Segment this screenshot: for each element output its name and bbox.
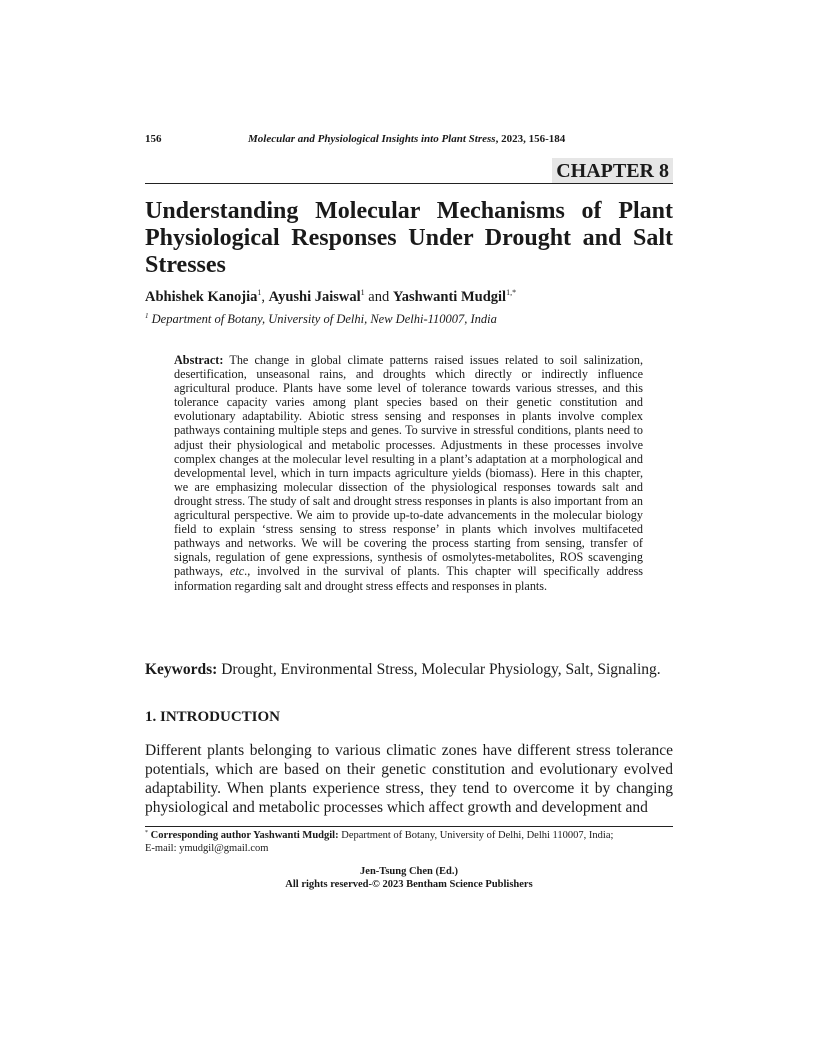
keywords-text: Drought, Environmental Stress, Molecular Physiology, Salt, Signaling.	[221, 661, 661, 678]
book-title: Molecular and Physiological Insights into Plant Stress	[248, 133, 496, 145]
abstract-text-end: ., involved in the survival of plants. This chapter will specifically address information regarding salt and drought stress effects and responses in plants.	[174, 564, 643, 593]
author-list	[145, 289, 673, 306]
abstract-label: Abstract:	[174, 353, 224, 367]
chapter-title: Understanding Molecular Mechanisms of Plant Physiological Responses Under Drought and Salt Stresses	[145, 198, 673, 278]
abstract-text: The change in global climate patterns raised issues related to soil salinization, desertification, unseasonal rains, and droughts which directly or indirectly influence agricultural produce. Plants have some level of tolerance towards various stresses, and this tolerance capacity varies among plant species based on their genetic constitution and evolutionary adaptability. Abiotic stress sensing and responses in plants involve complex pathways containing multiple steps and genes. To survive in stressful conditions, plants need to adjust their physiological and metabolic processes. Adjustments in these processes involve complex changes at the molecular level resulting in a plant’s adaptation at a morphological and developmental level, which in turn impacts agriculture yields (biomass). Here in this chapter, we are emphasizing molecular dissection of the physiological responses towards salt and drought stress. The study of salt and drought stress responses in plants is also important from an agricultural perspective. We aim to provide up-to-date advancements in the molecular biology field to explain ‘stress sensing to stress response’ in plants which involves multifaceted pathways and networks. We will be covering the process starting from sensing, transfer of signals, regulation of gene expressions, synthesis of osmolytes-metabolites, ROS scavenging pathways,	[174, 353, 643, 579]
author-name: Yashwanti Mudgil	[392, 289, 507, 305]
footnote	[145, 829, 673, 855]
author-name: Abhishek Kanojia	[145, 289, 258, 305]
footer-rights: All rights reserved-© 2023 Bentham Science Publishers	[285, 879, 533, 890]
running-header	[145, 133, 673, 149]
author-separator: and	[364, 289, 393, 305]
abstract	[174, 353, 643, 593]
running-title	[248, 133, 565, 145]
author-affiliation-mark: 1,*	[506, 288, 517, 297]
abstract-italic: etc	[229, 564, 245, 579]
keywords-label: Keywords:	[145, 661, 218, 678]
chapter-label: CHAPTER 8	[552, 158, 673, 183]
introduction-paragraph: Different plants belonging to various climatic zones have different stress tolerance potentials, which are based on their genetic constitution and evolutionary evolved adaptability. When plants experience stress, they tend to overcome it by changing physiological and metabolic processes which affect growth and development and	[145, 742, 673, 816]
footer-editor: Jen-Tsung Chen (Ed.)	[360, 866, 458, 877]
author-separator: ,	[261, 289, 269, 305]
author-affiliation-mark: 1	[360, 288, 365, 297]
author-affiliation-mark: 1	[257, 288, 262, 297]
footnote-email: E-mail: ymudgil@gmail.com	[145, 843, 269, 854]
section-heading: 1. INTRODUCTION	[145, 709, 281, 725]
footnote-rule	[145, 826, 673, 827]
affiliation-mark: 1	[145, 312, 149, 320]
footnote-label: Corresponding author Yashwanti Mudgil:	[150, 830, 339, 841]
page-footer	[145, 865, 673, 891]
keywords	[145, 660, 673, 679]
footnote-text: Department of Botany, University of Delhi, Delhi 110007, India;	[341, 830, 614, 841]
affiliation-text: Department of Botany, University of Delhi, New Delhi-110007, India	[151, 312, 497, 326]
author-name: Ayushi Jaiswal	[268, 289, 361, 305]
affiliation	[145, 312, 673, 327]
chapter-rule	[145, 183, 673, 184]
page-number: 156	[145, 133, 162, 145]
book-details: , 2023, 156-184	[495, 133, 566, 145]
footnote-mark: *	[145, 830, 148, 836]
